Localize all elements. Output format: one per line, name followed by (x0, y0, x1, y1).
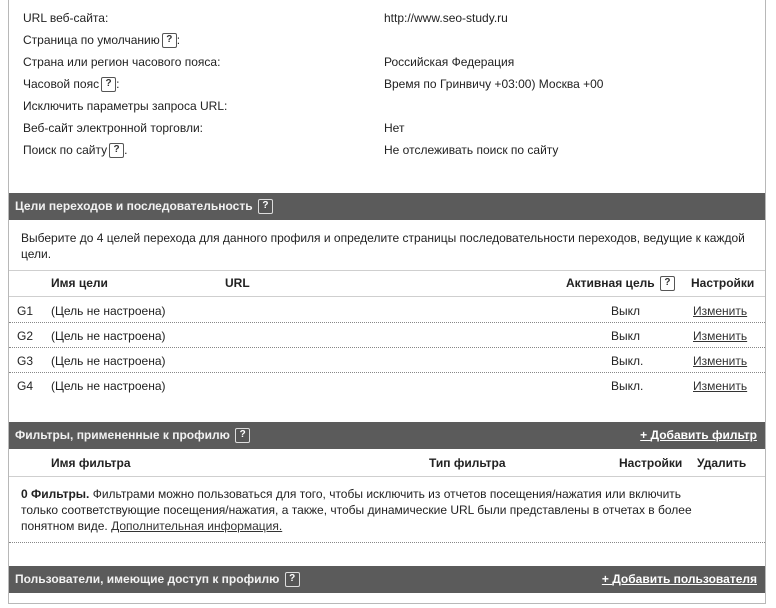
goal-id: G3 (17, 354, 34, 368)
add-filter-link[interactable]: + Добавить фильтр (640, 428, 757, 442)
info-label: Страница по умолчанию (23, 33, 160, 47)
goal-name: (Цель не настроена) (51, 379, 166, 393)
goal-active: Выкл. (611, 379, 644, 393)
row-divider (9, 372, 765, 373)
info-row-exclude-params (23, 96, 753, 116)
goals-description: Выберите до 4 целей перехода для данного профиля и определите страницы последовательности переходов, ведущие к каждой цели. (21, 231, 745, 261)
row-divider (9, 347, 765, 348)
col-filter-name: Имя фильтра (51, 456, 131, 470)
info-label-suffix: . (124, 143, 128, 157)
info-label: Веб-сайт электронной торговли: (23, 121, 203, 135)
divider (9, 270, 765, 271)
filters-description: 0 Фильтры. Фильтрами можно пользоваться для того, чтобы исключить из отчетов посещения/нажатия или включить только соответствующие посещения/нажатия, а также, чтобы динамические URL были представлены в отчетах в более понятном виде. Дополнительная информация. (21, 487, 692, 533)
goal-name: (Цель не настроена) (51, 329, 166, 343)
add-user-link[interactable]: + Добавить пользователя (601, 572, 757, 586)
info-label-suffix: : (176, 33, 181, 47)
divider (9, 296, 765, 297)
users-section-title: Пользователи, имеющие доступ к профилю (15, 572, 280, 586)
help-icon[interactable]: ? (258, 199, 273, 214)
row-divider (9, 322, 765, 323)
goal-id: G1 (17, 304, 34, 318)
info-label: URL веб-сайта: (23, 11, 109, 25)
col-filter-type: Тип фильтра (429, 456, 506, 470)
goal-id: G2 (17, 329, 34, 343)
info-row-ecommerce (23, 118, 753, 138)
help-icon[interactable]: ? (109, 143, 124, 158)
info-row-site-search (23, 140, 753, 160)
info-value: http://www.seo-study.ru (384, 11, 508, 25)
info-label: Часовой пояс (23, 77, 100, 91)
col-goal-settings: Настройки (691, 276, 755, 290)
info-label-suffix: : (116, 77, 120, 91)
divider (9, 476, 765, 477)
col-goal-url: URL (225, 276, 250, 290)
filters-section-header (9, 422, 765, 449)
profile-settings-panel (8, 0, 766, 604)
row-divider (9, 542, 765, 543)
edit-goal-link[interactable]: Изменить (693, 329, 748, 343)
col-filter-delete: Удалить (697, 456, 747, 470)
goal-active: Выкл (611, 329, 641, 343)
goal-name: (Цель не настроена) (51, 304, 166, 318)
col-goal-name: Имя цели (51, 276, 108, 290)
info-label: Страна или регион часового пояса: (23, 55, 221, 69)
users-section-header (9, 566, 765, 593)
help-icon[interactable]: ? (101, 77, 116, 92)
goal-name: (Цель не настроена) (51, 354, 166, 368)
help-icon[interactable]: ? (162, 33, 177, 48)
info-value: Не отслеживать поиск по сайту (384, 143, 559, 157)
goal-active: Выкл. (611, 354, 644, 368)
goals-section-header (9, 193, 765, 220)
col-filter-settings: Настройки (619, 456, 683, 470)
help-icon[interactable]: ? (285, 572, 300, 587)
info-row-default-page (23, 30, 753, 50)
help-icon[interactable]: ? (660, 276, 675, 291)
edit-goal-link[interactable]: Изменить (693, 354, 748, 368)
goal-id: G4 (17, 379, 34, 393)
info-row-url (23, 8, 753, 28)
info-label: Поиск по сайту (23, 143, 108, 157)
filters-section-title: Фильтры, примененные к профилю (15, 428, 230, 442)
edit-goal-link[interactable]: Изменить (693, 304, 748, 318)
info-row-timezone (23, 74, 753, 94)
info-label: Исключить параметры запроса URL: (23, 99, 228, 113)
goal-active: Выкл (611, 304, 641, 318)
goals-section-title: Цели переходов и последовательность (15, 199, 253, 213)
info-row-country (23, 52, 753, 72)
info-value: Российская Федерация (384, 55, 515, 69)
edit-goal-link[interactable]: Изменить (693, 379, 748, 393)
more-info-link[interactable]: Дополнительная информация. (111, 519, 283, 533)
info-value: Время по Гринвичу +03:00) Москва +00 (384, 77, 604, 91)
filters-count: 0 Фильтры. (21, 487, 90, 501)
col-goal-active: Активная цель ? (566, 273, 675, 293)
info-value: Нет (384, 121, 405, 135)
help-icon[interactable]: ? (235, 428, 250, 443)
